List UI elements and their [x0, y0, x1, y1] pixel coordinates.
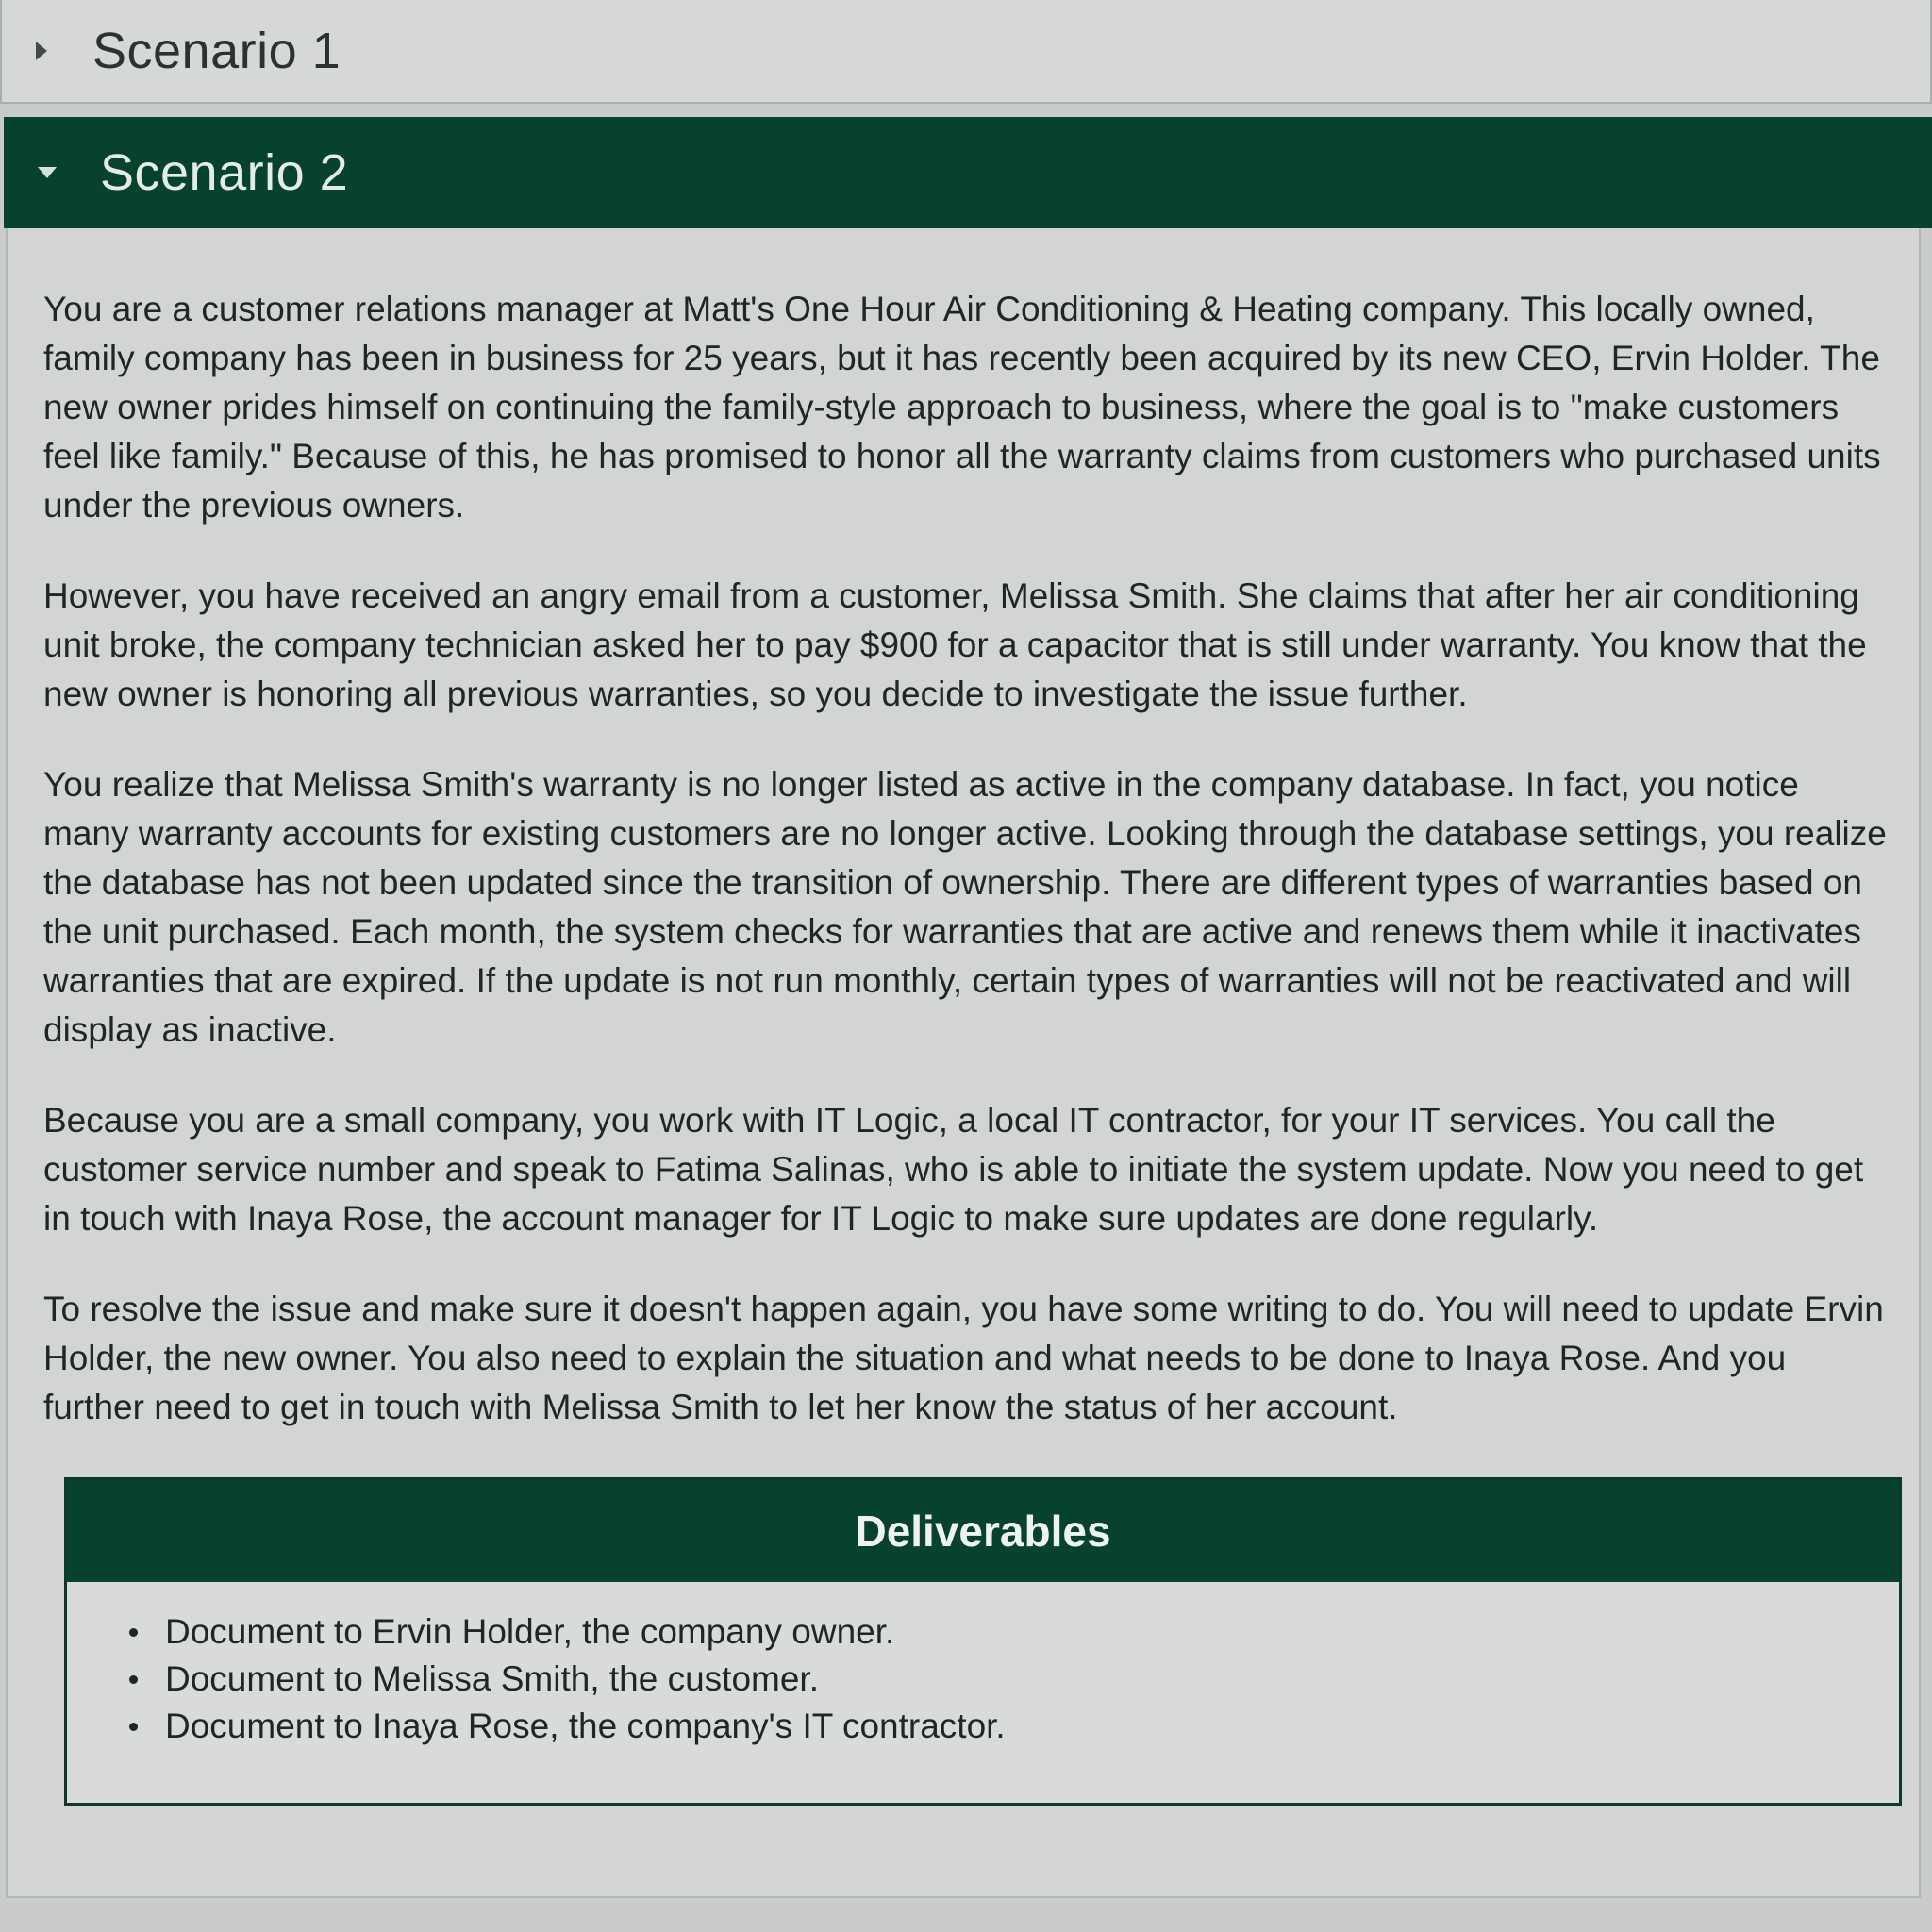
scenario-paragraph: To resolve the issue and make sure it doesn't happen again, you have some writing to do. You will need to update Ervin Holder, the new owner. You also need to explain the situation and what needs to be done to Inaya Rose. And you further need to get in touch with Melissa Smith to let her know the status of her account.	[43, 1290, 1884, 1426]
scenario-paragraph: Because you are a small company, you work with IT Logic, a local IT contractor, for your IT services. You call the customer service number and speak to Fatima Salinas, who is able to initiate the system update. Now you need to get in touch with Inaya Rose, the account manager for IT Logic to make sure updates are done regularly.	[43, 1101, 1864, 1238]
accordion-header-scenario-1[interactable]	[0, 0, 1932, 104]
deliverables-box	[64, 1477, 1902, 1806]
deliverables-list	[67, 1582, 1899, 1803]
accordion-title-scenario-2: Scenario 2	[100, 144, 349, 201]
bullet-icon	[129, 1675, 138, 1684]
caret-down-icon	[38, 167, 57, 178]
bullet-icon	[129, 1723, 138, 1731]
deliverable-text: Document to Inaya Rose, the company's IT contractor.	[165, 1707, 1006, 1745]
bullet-icon	[129, 1628, 138, 1637]
scenario-paragraph: However, you have received an angry email from a customer, Melissa Smith. She claims that after her air conditioning unit broke, the company technician asked her to pay $900 for a capacitor that is still under warranty. You know that the new owner is honoring all previous warranties, so you decide to investigate the issue further.	[43, 576, 1867, 713]
scenario-2-content	[6, 228, 1921, 1898]
list-item	[165, 1703, 1899, 1750]
accordion-header-scenario-2[interactable]	[4, 117, 1932, 228]
caret-right-icon	[36, 42, 47, 60]
accordion-title-scenario-1: Scenario 1	[92, 23, 341, 79]
deliverable-text: Document to Melissa Smith, the customer.	[165, 1659, 819, 1698]
list-item	[165, 1608, 1899, 1656]
list-item	[165, 1656, 1899, 1703]
deliverable-text: Document to Ervin Holder, the company owner.	[165, 1612, 895, 1651]
scenario-paragraph: You realize that Melissa Smith's warranty is no longer listed as active in the company database. In fact, you notice many warranty accounts for existing customers are no longer active. Looking through the database settings, you realize the database has not been updated since the transition of ownership. There are different types of warranties based on the unit purchased. Each month, the system checks for warranties that are active and renews them while it inactivates warranties that are expired. If the update is not run monthly, certain types of warranties will not be reactivated and will display as inactive.	[43, 765, 1887, 1049]
deliverables-heading: Deliverables	[67, 1480, 1899, 1582]
scenario-paragraph: You are a customer relations manager at Matt's One Hour Air Conditioning & Heating company. This locally owned, family company has been in business for 25 years, but it has recently been acquired by its new CEO, Ervin Holder. The new owner prides himself on continuing the family-style approach to business, where the goal is to "make customers feel like family." Because of this, he has promised to honor all the warranty claims from customers who purchased units under the previous owners.	[43, 290, 1881, 525]
